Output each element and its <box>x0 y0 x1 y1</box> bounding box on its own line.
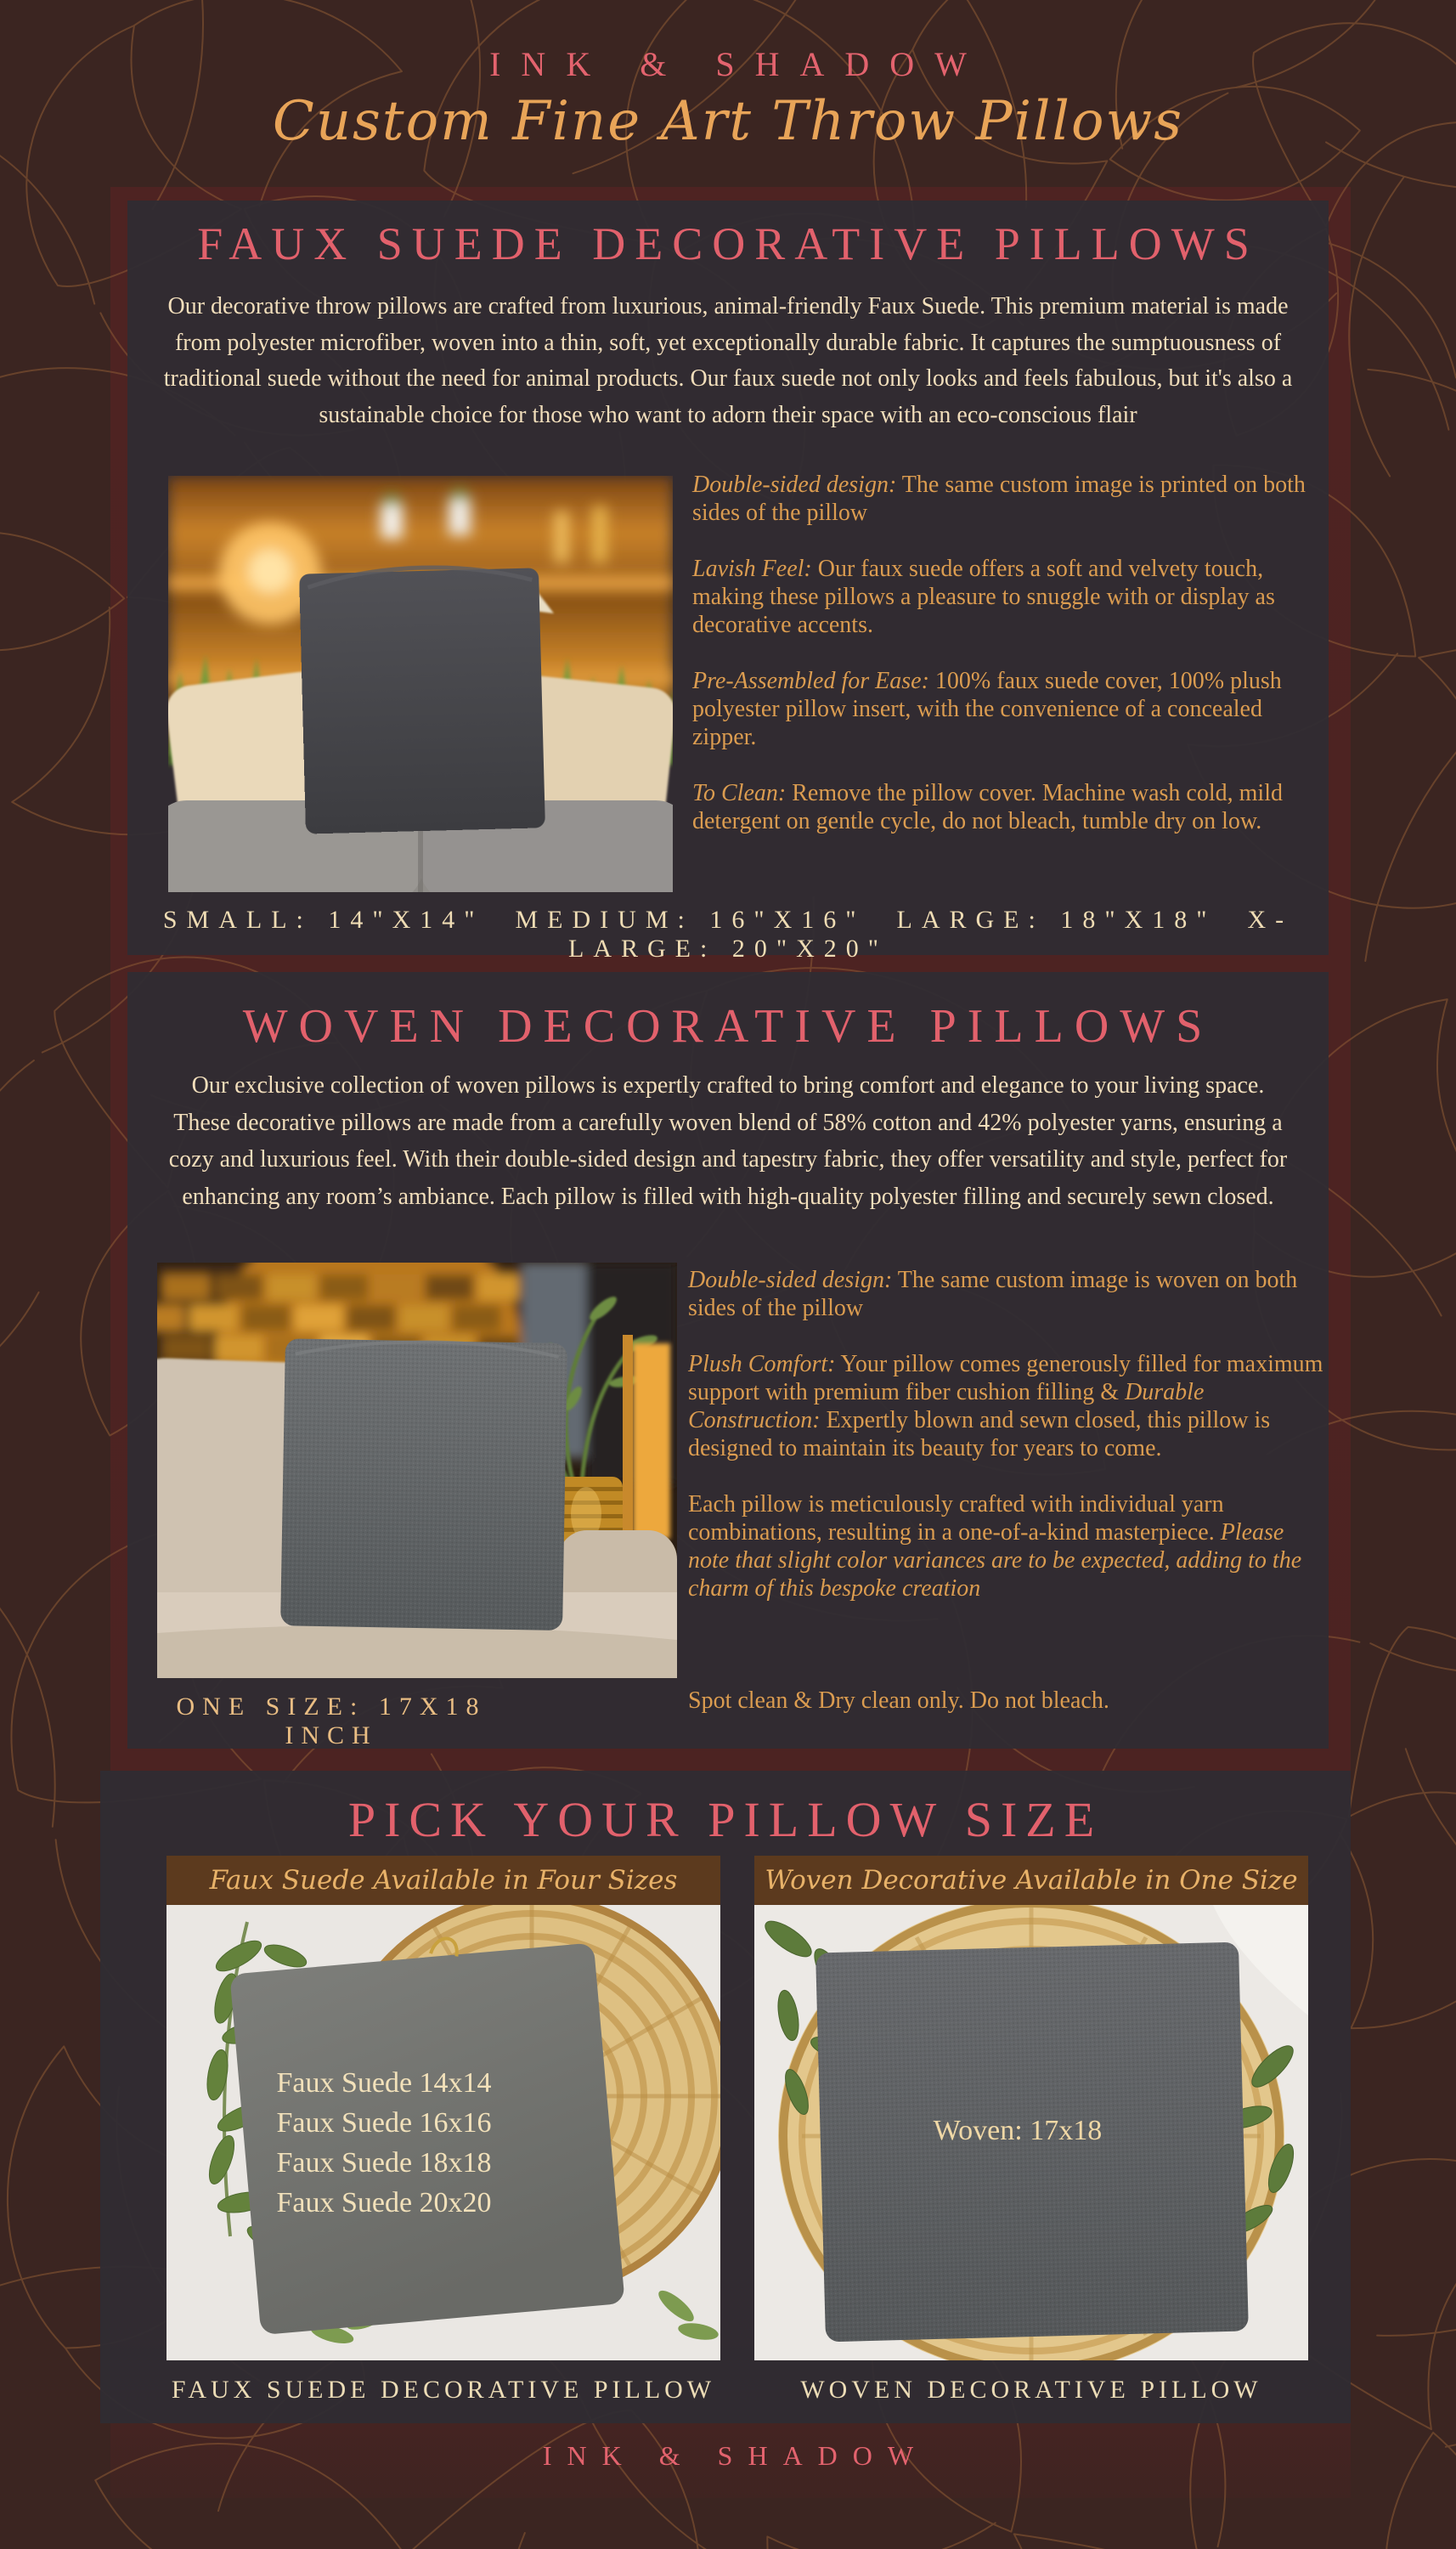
woven-availability-bar: Woven Decorative Available in One Size <box>754 1856 1308 1905</box>
woven-features <box>688 1266 1325 1631</box>
faux-suede-caption: FAUX SUEDE DECORATIVE PILLOW <box>171 2376 716 2404</box>
faux-suede-size-photo <box>166 1905 720 2360</box>
faux-suede-features <box>692 471 1329 863</box>
woven-size-line: ONE SIZE: 17X18 INCH <box>176 1693 487 1749</box>
faux-suede-section <box>127 201 1329 963</box>
feature-pre-assembled: Pre-Assembled for Ease: 100% faux suede cover, 100% plush polyester pillow insert, with the convenience of a concealed zipper. <box>692 668 1282 750</box>
feature-double-sided: Double-sided design: The same custom image is printed on both sides of the pillow <box>692 472 1306 526</box>
woven-intro: Our exclusive collection of woven pillows is expertly crafted to bring comfort and elegance to your living space. These decorative pillows are made from a carefully woven blend of 58% cotton and 42% polyester yarns, ensuring a cozy and luxurious feel. With their double-sided design and tapestry fabric, they offer versatility and style, perfect for enhancing any room’s ambiance. Each pillow is filled with high-quality polyester filling and securely sewn closed. <box>168 1072 1288 1210</box>
feature-craftsmanship: Each pillow is meticulously crafted with individual yarn combinations, resulting in a one-of-a-kind masterpiece. Please note that slight color variances are to be expected, adding to the charm of this bespoke creation <box>688 1491 1302 1602</box>
woven-care-line: Spot clean & Dry clean only. Do not bleach. <box>688 1687 1109 1714</box>
woven-size-overlay: Woven: 17x18 <box>933 2115 1103 2146</box>
size-picker-section <box>100 1771 1351 2423</box>
woven-caption: WOVEN DECORATIVE PILLOW <box>800 2376 1262 2404</box>
faux-suede-sizes-line: SMALL: 14"X14" MEDIUM: 16"X16" LARGE: 18"X18" X-LARGE: 20"X20" <box>162 906 1294 963</box>
woven-lifestyle-photo <box>157 1263 677 1678</box>
woven-size-column <box>754 1856 1308 2405</box>
faux-suede-lifestyle-photo <box>168 476 673 892</box>
size-picker-title: PICK YOUR PILLOW SIZE <box>347 1792 1103 1847</box>
faux-suede-intro: Our decorative throw pillows are crafted from luxurious, animal-friendly Faux Suede. This premium material is made from polyester microfiber, woven into a thin, soft, yet exceptionally durable fabric. It captures the sumptuousness of traditional suede without the need for animal products. Our faux suede not only looks and feels fabulous, but it's also a sustainable choice for those who want to adorn their space with an eco-conscious flair <box>163 293 1293 428</box>
faux-suede-title: FAUX SUEDE DECORATIVE PILLOWS <box>197 218 1259 269</box>
faux-suede-size-overlay: Faux Suede 14x14 Faux Suede 16x16 Faux Suede 18x18 Faux Suede 20x20 <box>276 2067 492 2218</box>
brand-name: INK & SHADOW <box>489 45 987 83</box>
feature-lavish-feel: Lavish Feel: Our faux suede offers a soft and velvety touch, making these pillows a pleasure to snuggle with or display as decorative accents. <box>692 556 1275 638</box>
faux-suede-size-column <box>166 1856 720 2405</box>
faux-suede-availability-bar: Faux Suede Available in Four Sizes <box>166 1856 720 1905</box>
feature-double-sided-woven: Double-sided design: The same custom image is woven on both sides of the pillow <box>688 1267 1298 1321</box>
woven-title: WOVEN DECORATIVE PILLOWS <box>242 1000 1214 1053</box>
brand-tagline: Custom Fine Art Throw Pillows <box>272 90 1184 153</box>
woven-section <box>127 972 1329 1749</box>
brand-footer: INK & SHADOW <box>542 2440 929 2471</box>
feature-to-clean: To Clean: Remove the pillow cover. Machine wash cold, mild detergent on gentle cycle, do not bleach, tumble dry on low. <box>692 780 1283 834</box>
woven-size-photo <box>754 1905 1308 2360</box>
feature-plush-comfort: Plush Comfort: Your pillow comes generously filled for maximum support with premium fiber cushion filling & Durable Construction: Expertly blown and sewn closed, this pillow is designed to maintain its beauty for years to come. <box>688 1351 1323 1461</box>
